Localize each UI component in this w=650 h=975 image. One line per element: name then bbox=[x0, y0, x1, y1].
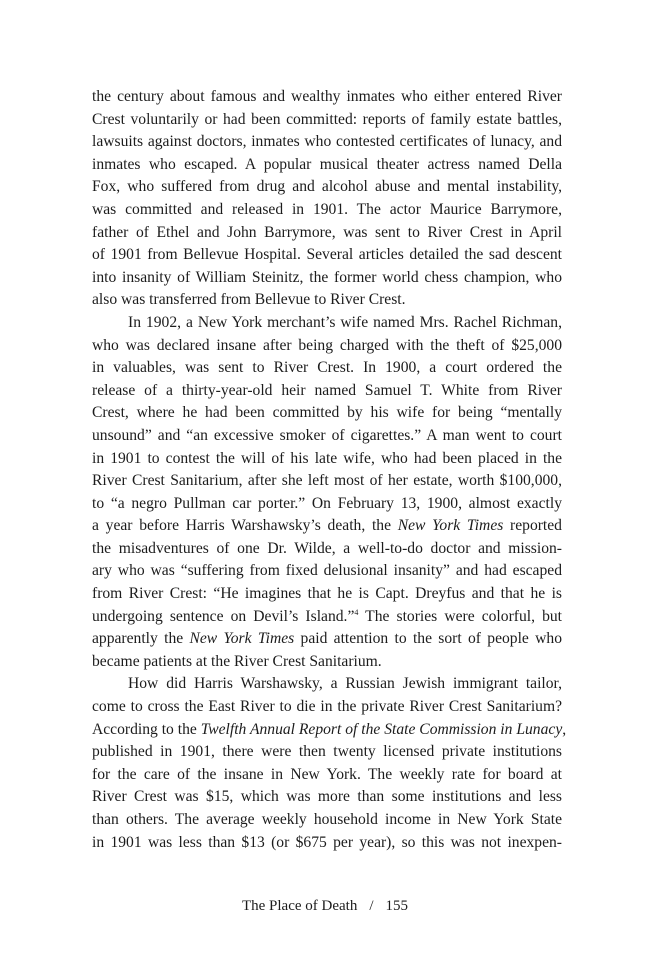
text-line bbox=[92, 606, 562, 629]
text-segment: According to the bbox=[92, 720, 201, 738]
paragraph-2 bbox=[92, 312, 562, 674]
text-line: inmates who escaped. A popular musical theater actress named Della bbox=[92, 155, 562, 173]
text-segment: paid attention to the sort of people who bbox=[294, 630, 562, 648]
text-line bbox=[92, 719, 567, 742]
text-line: the misadventures of one Dr. Wilde, a well-to-do doctor and mission- bbox=[92, 539, 562, 557]
footnote-reference[interactable]: 4 bbox=[354, 607, 359, 617]
text-segment: apparently the bbox=[92, 630, 190, 648]
text-line: into insanity of William Steinitz, the former world chess champion, who bbox=[92, 268, 562, 286]
text-line: to “a negro Pullman car porter.” On February 13, 1900, almost exactly bbox=[92, 494, 562, 512]
text-line: Crest voluntarily or had been committed: reports of family estate battles, bbox=[92, 110, 562, 128]
page-number: 155 bbox=[385, 898, 409, 914]
paragraph-1 bbox=[92, 86, 562, 312]
text-line: for the care of the insane in New York. The weekly rate for board at bbox=[92, 765, 562, 783]
text-line: the century about famous and wealthy inmates who either entered River bbox=[92, 88, 562, 105]
text-line bbox=[92, 628, 562, 651]
text-line: release of a thirty-year-old heir named Samuel T. White from River bbox=[92, 381, 562, 399]
text-line: than others. The average weekly household income in New York State bbox=[92, 811, 562, 828]
text-segment: The stories were colorful, but bbox=[358, 607, 562, 625]
publication-title: Twelfth Annual Report of the State Commission in Lunacy bbox=[200, 720, 563, 738]
text-line: lawsuits against doctors, inmates who contested certificates of lunacy, and bbox=[92, 133, 562, 151]
text-line: in valuables, was sent to River Crest. In 1900, a court ordered the bbox=[92, 359, 562, 377]
text-line: Crest, where he had been committed by his wife for being “mentally bbox=[92, 404, 562, 422]
publication-title: New York Times bbox=[397, 517, 504, 535]
text-line: became patients at the River Crest Sanitarium. bbox=[92, 652, 382, 670]
footer-separator: / bbox=[369, 898, 374, 914]
text-line: from River Crest: “He imagines that he is Capt. Dreyfus and that he is bbox=[92, 585, 562, 603]
text-line: ary who was “suffering from fixed delusional insanity” and had escaped bbox=[92, 562, 562, 580]
text-line: River Crest Sanitarium, after she left most of her estate, worth $100,000, bbox=[92, 472, 562, 490]
text-line bbox=[92, 515, 562, 538]
body-text bbox=[92, 86, 567, 854]
text-segment: , bbox=[562, 720, 567, 738]
text-line: In 1902, a New York merchant’s wife named Mrs. Rachel Richman, bbox=[128, 313, 562, 331]
text-line: How did Harris Warshawsky, a Russian Jewish immigrant tailor, bbox=[128, 675, 562, 693]
text-line: Fox, who suffered from drug and alcohol abuse and mental instability, bbox=[92, 178, 562, 196]
text-line: was committed and released in 1901. The actor Maurice Barrymore, bbox=[92, 200, 562, 218]
text-line: come to cross the East River to die in the private River Crest Sanitarium? bbox=[92, 698, 562, 716]
text-line: published in 1901, there were then twenty licensed private institutions bbox=[92, 743, 562, 761]
running-footer bbox=[0, 898, 650, 915]
text-line: in 1901 to contest the will of his late wife, who had been placed in the bbox=[92, 449, 562, 467]
text-line: who was declared insane after being charged with the theft of $25,000 bbox=[92, 336, 562, 354]
text-line: River Crest was $15, which was more than some institutions and less bbox=[92, 788, 562, 806]
publication-title: New York Times bbox=[189, 630, 295, 648]
text-line: unsound” and “an excessive smoker of cigarettes.” A man went to court bbox=[92, 426, 562, 444]
text-line: in 1901 was less than $13 (or $675 per year), so this was not inexpen- bbox=[92, 833, 562, 851]
text-line: also was transferred from Bellevue to River Crest. bbox=[92, 291, 406, 309]
text-segment: undergoing sentence on Devil’s Island.” bbox=[92, 607, 355, 625]
text-line: of 1901 from Bellevue Hospital. Several articles detailed the sad descent bbox=[92, 246, 562, 264]
text-line: father of Ethel and John Barrymore, was sent to River Crest in April bbox=[92, 223, 562, 241]
text-segment: a year before Harris Warshawsky’s death, the bbox=[92, 517, 398, 535]
text-segment: reported bbox=[503, 517, 562, 535]
paragraph-3 bbox=[92, 673, 567, 854]
chapter-title: The Place of Death bbox=[241, 898, 358, 914]
